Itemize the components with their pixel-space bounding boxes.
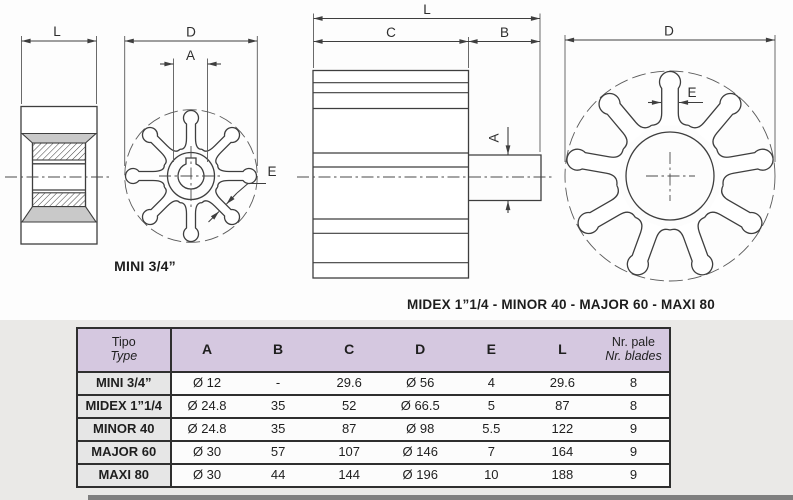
cell-d: Ø 98 (406, 421, 435, 437)
impeller-blade (688, 84, 751, 149)
impeller-blade (180, 111, 202, 150)
header-cell-type (78, 329, 172, 371)
header-tipo: Tipo (111, 335, 136, 350)
header-cell-l: L (558, 341, 567, 358)
cell-e: 5.5 (482, 421, 501, 437)
table-header-row (78, 329, 669, 371)
cell-type: MAXI 80 (78, 465, 172, 486)
cell-d: Ø 196 (402, 467, 438, 483)
cell-l: 188 (551, 467, 574, 483)
cell-a: Ø 24.8 (187, 398, 227, 414)
spec-table (76, 327, 671, 488)
cell-a: Ø 24.8 (187, 421, 227, 437)
mini-hub-hatch-bottom (33, 193, 86, 207)
cell-a: Ø 12 (192, 375, 222, 391)
mini-dim-E-label: E (267, 164, 277, 179)
large-dim-A-label: A (486, 133, 502, 143)
cell-e: 4 (487, 375, 495, 391)
mini-caption: MINI 3/4” (114, 258, 176, 274)
cell-blades: 9 (629, 421, 638, 437)
impeller-blade (570, 185, 635, 244)
cell-d: Ø 146 (402, 444, 438, 460)
cell-blades: 8 (629, 398, 638, 414)
large-dim-C-label: C (386, 25, 396, 40)
cell-b: 44 (270, 467, 286, 483)
mini-dim-D-label: D (186, 24, 196, 40)
cell-a: Ø 30 (192, 467, 222, 483)
shaft-stub (469, 155, 542, 201)
cell-type: MINI 3/4” (78, 373, 172, 394)
large-dim-D-label: D (664, 23, 674, 39)
large-dim-E-label: E (687, 85, 697, 100)
header-cell-b: B (273, 341, 284, 358)
cell-c: 29.6 (336, 375, 362, 391)
large-dim-B-label: B (499, 25, 510, 40)
impeller-blade (589, 84, 652, 149)
cell-e: 5 (487, 398, 495, 414)
large-side-view (297, 2, 552, 278)
cell-c: 107 (338, 444, 361, 460)
cell-b: 35 (270, 421, 286, 437)
mini-top-flange (22, 134, 96, 144)
cell-blades: 9 (629, 467, 638, 483)
header-cell-e: E (486, 341, 496, 358)
cell-blades: 9 (629, 444, 638, 460)
cell-c: 144 (338, 467, 361, 483)
cell-blades: 8 (629, 375, 638, 391)
table-row (78, 417, 669, 440)
header-cell-c: C (344, 341, 355, 358)
cell-l: 87 (555, 398, 570, 414)
cell-e: 7 (487, 444, 495, 460)
cell-type: MINOR 40 (78, 419, 172, 440)
cell-e: 10 (484, 467, 499, 483)
cell-a: Ø 30 (192, 444, 222, 460)
cell-l: 29.6 (549, 375, 576, 391)
impeller-blade (705, 185, 770, 244)
table-row (78, 440, 669, 463)
cell-b: - (275, 375, 281, 391)
impeller-blade (137, 187, 180, 230)
cell-c: 87 (341, 421, 357, 437)
mini-hub-hatch-top (33, 143, 86, 160)
mini-dim-L-label: L (53, 24, 61, 39)
large-dim-L-label: L (423, 2, 431, 17)
mini-side-view (5, 24, 112, 244)
mini-front-view (125, 25, 277, 243)
header-cell-d: D (415, 341, 426, 358)
cell-b: 57 (270, 444, 286, 460)
impeller-blade (180, 203, 202, 242)
header-cell-a: A (201, 341, 213, 358)
large-front-view (564, 24, 776, 282)
mini-dim-A-label: A (185, 48, 196, 63)
cell-l: 164 (551, 444, 574, 460)
header-nr-pale: Nr. pale (611, 335, 655, 350)
header-type: Type (110, 349, 138, 363)
table-row (78, 394, 669, 417)
impeller-blade (126, 165, 165, 187)
cell-type: MAJOR 60 (78, 442, 172, 463)
cell-b: 35 (270, 398, 286, 414)
table-row (78, 371, 669, 394)
header-nr-blades: Nr. blades (605, 349, 662, 363)
header-cell-blades (598, 336, 669, 364)
cell-c: 52 (341, 398, 357, 414)
impeller-blade (564, 140, 623, 186)
impeller-blade (202, 187, 245, 230)
cell-l: 122 (551, 421, 574, 437)
impeller-blade (202, 122, 245, 165)
cell-d: Ø 66.5 (400, 398, 440, 414)
mini-bottom-flange (22, 207, 96, 222)
impeller-blade (717, 140, 776, 186)
bottom-shadow-strip (88, 495, 793, 500)
cell-type: MIDEX 1”1/4 (78, 396, 172, 417)
cell-d: Ø 56 (406, 375, 435, 391)
large-caption: MIDEX 1”1/4 - MINOR 40 - MAJOR 60 - MAXI 80 (407, 297, 715, 312)
table-row (78, 463, 669, 486)
impeller-blade (652, 71, 689, 125)
